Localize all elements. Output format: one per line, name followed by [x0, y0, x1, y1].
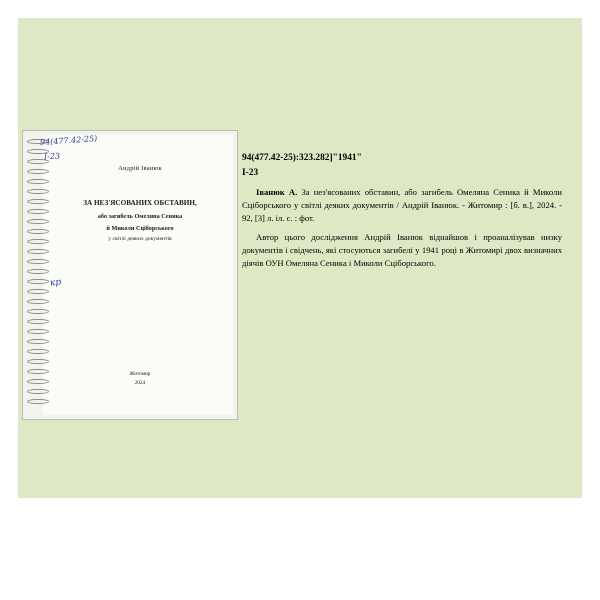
handwritten-udc-annotation: 94(477.42-25) — [39, 134, 98, 147]
record-description-text: За нез'ясованих обставин, або загибель Омеляна Сеника й Миколи Сціборського у світлі деяких документів / Андрій Іванюк. - Житомир : [б. в.], 2024. - 92, [3] л. іл. с. : фот. — [242, 186, 562, 223]
cover-year: 2024 — [134, 379, 146, 386]
handwritten-mark-annotation: кр — [49, 277, 62, 289]
handwritten-cutter-annotation: І-23 — [43, 151, 61, 162]
cover-subtitle-line2: й Миколи Сціборського — [106, 225, 174, 233]
record-description — [242, 186, 562, 225]
bibliographic-record — [242, 152, 562, 277]
cover-imprint — [51, 370, 229, 387]
cover-subtitle-line1: або загибель Омеляна Сеника — [97, 212, 183, 220]
book-cover-text — [51, 131, 229, 419]
cover-subtitle-line3: у світлі деяких документів — [108, 236, 172, 243]
udc-code: 94(477.42-25):323.282]"1941" — [242, 153, 362, 163]
spiral-binding-icon — [27, 139, 51, 411]
record-annotation: Автор цього дослідження Андрій Іванюк віднайшов і проаналізував низку документів і свідчень, які стосуються загибелі у 1941 році в Житомирі двох визначних діячів ОУН Омеляна Сеника і Миколи Сціборського. — [242, 232, 562, 269]
record-author: Іванюк А. — [256, 186, 298, 197]
cover-city: Житомир — [129, 371, 151, 378]
cover-author: Андрій Іванюк — [118, 165, 162, 172]
cover-title: ЗА НЕЗ'ЯСОВАНИХ ОБСТАВИН, — [83, 199, 197, 207]
cutter-code: І-23 — [242, 167, 259, 178]
book-cover-photo — [22, 130, 238, 420]
